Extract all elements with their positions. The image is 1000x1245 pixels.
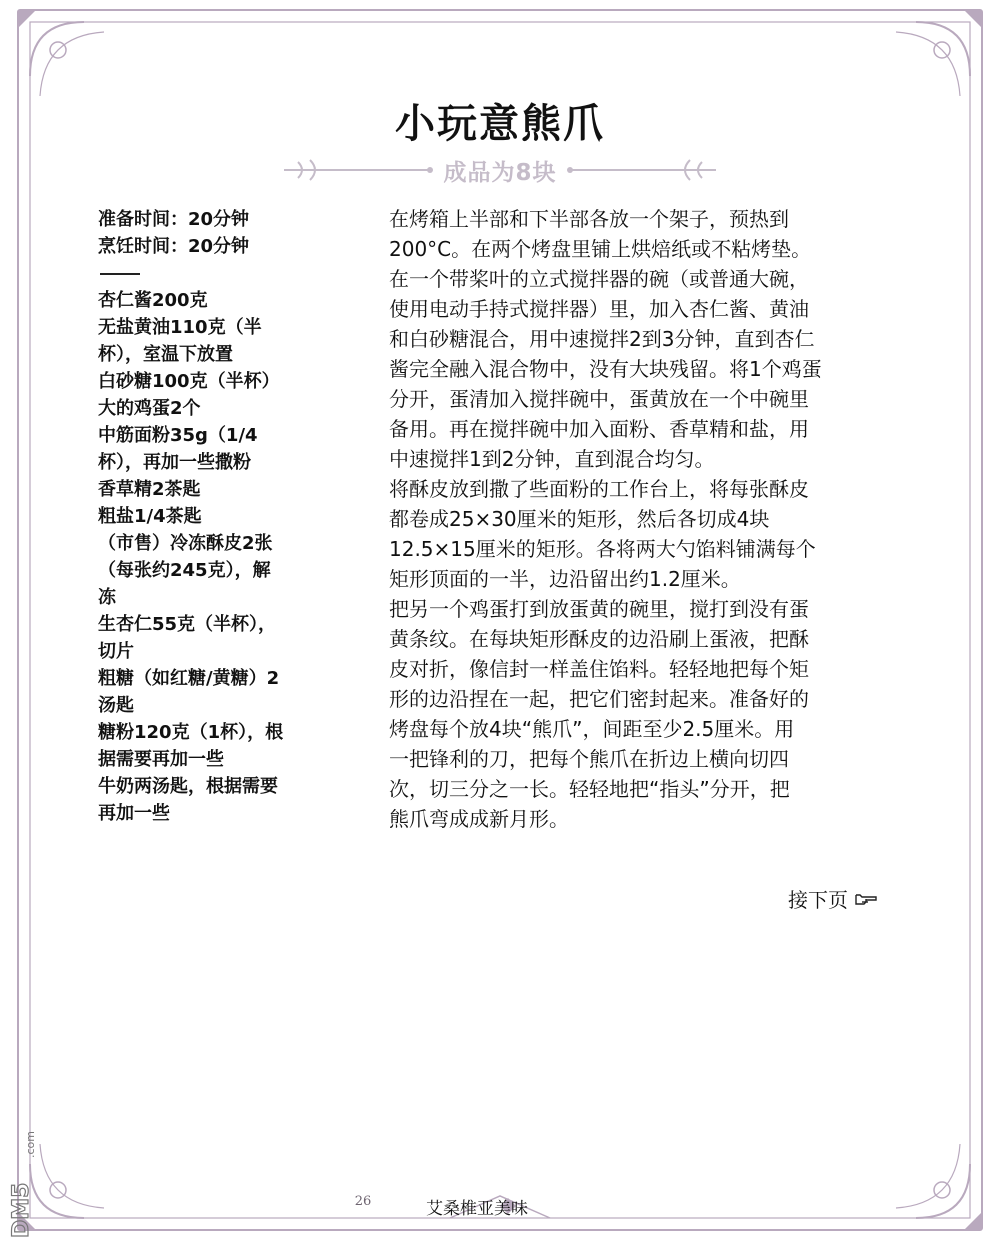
book-title-footer: 艾桑椎亚美味: [426, 1199, 528, 1219]
ingredient-line: 再加一些: [98, 803, 170, 824]
ingredient-line: 杯），室温下放置: [98, 344, 233, 365]
ingredient-line: 杯），再加一些撒粉: [98, 452, 251, 473]
cook-time: 烹饪时间：20分钟: [98, 236, 250, 257]
instruction-line: 皮对折，像信封一样盖住馅料。轻轻地把每个矩: [389, 657, 809, 681]
next-page-link[interactable]: [788, 884, 878, 913]
instruction-line: 矩形顶面的一半，边沿留出约1.2厘米。: [389, 567, 741, 591]
pointing-hand-icon: [854, 891, 878, 907]
instructions-column: [389, 204, 909, 834]
svg-text:.com: .com: [24, 1131, 37, 1158]
next-page-label: 接下页: [788, 888, 848, 912]
separator-line: [98, 260, 334, 287]
ingredient-line: 糖粉120克（1杯），根: [98, 722, 284, 743]
ingredient-line: 粗糖（如红糖/黄糖）2: [98, 668, 280, 689]
ingredient-line: 中筋面粉35g（1/4: [98, 425, 258, 446]
instruction-line: 200°C。在两个烤盘里铺上烘焙纸或不粘烤垫。: [389, 237, 812, 261]
page-title: 小玩意熊爪: [395, 101, 605, 147]
instruction-line: 12.5×15厘米的矩形。各将两大勺馅料铺满每个: [389, 537, 816, 561]
prep-time: 准备时间：20分钟: [98, 209, 250, 230]
page-number: 26: [354, 1194, 372, 1209]
instruction-line: 次，切三分之一长。轻轻地把“指头”分开，把: [389, 777, 790, 801]
instruction-line: 熊爪弯成成新月形。: [389, 807, 569, 831]
instruction-line: 备用。再在搅拌碗中加入面粉、香草精和盐，用: [389, 417, 809, 441]
instruction-line: 酱完全融入混合物中，没有大块残留。将1个鸡蛋: [389, 357, 822, 381]
instruction-line: 把另一个鸡蛋打到放蛋黄的碗里，搅打到没有蛋: [389, 597, 809, 621]
ingredient-line: 粗盐1/4茶匙: [98, 506, 202, 527]
instruction-line: 一把锋利的刀，把每个熊爪在折边上横向切四: [389, 747, 789, 771]
watermark-icon: [2, 1100, 38, 1240]
instruction-line: 使用电动手持式搅拌器）里，加入杏仁酱、黄油: [389, 297, 809, 321]
yield-subtitle: 成品为8块: [443, 160, 557, 186]
instruction-line: 中速搅拌1到2分钟，直到混合均匀。: [389, 447, 715, 471]
instruction-line: 在一个带桨叶的立式搅拌器的碗（或普通大碗，: [389, 267, 809, 291]
ingredient-line: 据需要再加一些: [98, 749, 224, 770]
instruction-line: 将酥皮放到撒了些面粉的工作台上，将每张酥皮: [389, 477, 809, 501]
instruction-line: 分开，蛋清加入搅拌碗中，蛋黄放在一个中碗里: [389, 387, 809, 411]
instruction-line: 和白砂糖混合，用中速搅拌2到3分钟，直到杏仁: [389, 327, 815, 351]
ingredient-line: 香草精2茶匙: [98, 479, 201, 500]
ingredients-column: [98, 206, 334, 827]
instruction-line: 在烤箱上半部和下半部各放一个架子，预热到: [389, 207, 789, 231]
ingredient-line: 大的鸡蛋2个: [98, 398, 201, 419]
ingredient-line: 白砂糖100克（半杯）: [98, 371, 280, 392]
ingredient-line: （每张约245克），解: [98, 560, 271, 581]
subtitle-row: [280, 150, 720, 190]
ingredient-line: 牛奶两汤匙，根据需要: [98, 776, 278, 797]
ingredient-line: 冻: [98, 587, 116, 608]
site-watermark-logo: [2, 1100, 38, 1240]
ingredient-line: （市售）冷冻酥皮2张: [98, 533, 273, 554]
ingredient-line: 汤匙: [98, 695, 134, 716]
instruction-line: 黄条纹。在每块矩形酥皮的边沿刷上蛋液，把酥: [389, 627, 809, 651]
svg-text:DM5: DM5: [9, 1182, 34, 1238]
ingredient-line: 切片: [98, 641, 134, 662]
ingredient-line: 杏仁酱200克: [98, 290, 208, 311]
ingredient-line: 生杏仁55克（半杯），: [98, 614, 277, 635]
instruction-line: 都卷成25×30厘米的矩形，然后各切成4块: [389, 507, 770, 531]
instruction-line: 形的边沿捏在一起，把它们密封起来。准备好的: [389, 687, 809, 711]
ingredient-line: 无盐黄油110克（半: [98, 317, 262, 338]
instruction-line: 烤盘每个放4块“熊爪”，间距至少2.5厘米。用: [389, 717, 795, 741]
